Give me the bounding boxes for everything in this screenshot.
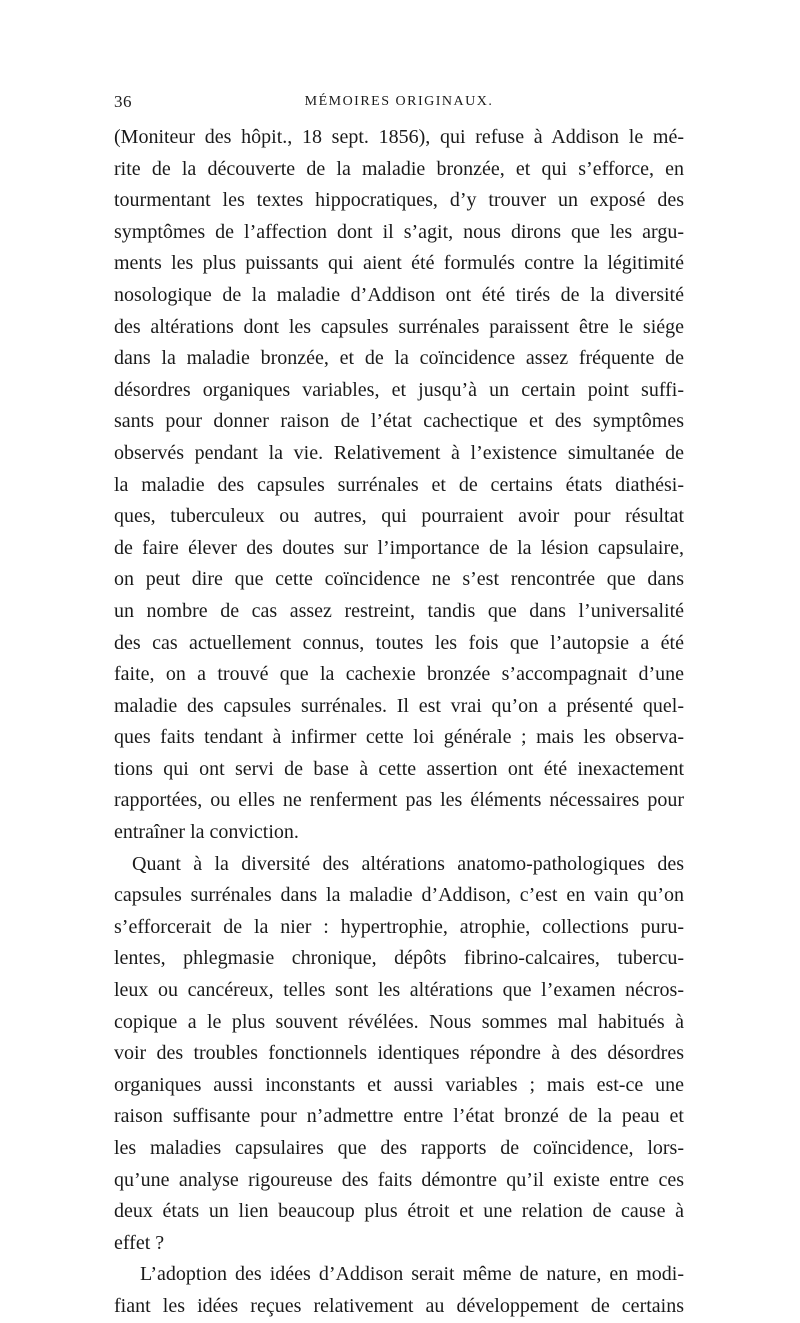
text-line: lentes, phlegmasie chronique, dépôts fibrino-calcaires, tubercu- <box>114 947 684 970</box>
text-line: tions qui ont servi de base à cette assertion ont été inexactement <box>114 757 684 780</box>
text-line: entraîner la conviction. <box>114 821 299 844</box>
text-line: sants pour donner raison de l’état cachectique et des symptômes <box>114 410 684 433</box>
text-line: des altérations dont les capsules surrénales paraissent être le siége <box>114 315 684 338</box>
text-line: ques faits tendant à infirmer cette loi générale ; mais les observa- <box>114 726 684 749</box>
text-line: Quant à la diversité des altérations anatomo-pathologiques des <box>132 852 684 875</box>
text-line: un nombre de cas assez restreint, tandis que dans l’universalité <box>114 599 684 622</box>
text-line: maladie des capsules surrénales. Il est vrai qu’on a présenté quel- <box>114 694 684 717</box>
text-line: copique a le plus souvent révélées. Nous sommes mal habitués à <box>114 1010 684 1033</box>
text-line: fiant les idées reçues relativement au développement de certains <box>114 1294 684 1317</box>
text-line: faite, on a trouvé que la cachexie bronzée s’accompagnait d’une <box>114 663 684 686</box>
paragraph <box>114 849 684 1260</box>
text-line: nosologique de la maladie d’Addison ont été tirés de la diversité <box>114 283 684 306</box>
text-line: désordres organiques variables, et jusqu’à un certain point suffi- <box>114 378 684 401</box>
text-line: tourmentant les textes hippocratiques, d’y trouver un exposé des <box>114 189 684 212</box>
text-line: leux ou cancéreux, telles sont les altérations que l’examen nécros- <box>114 979 684 1002</box>
page-number: 36 <box>114 92 132 111</box>
text-line: observés pendant la vie. Relativement à l’existence simultanée de <box>114 441 684 464</box>
text-line: de faire élever des doutes sur l’importance de la lésion capsulaire, <box>114 536 684 559</box>
text-line: deux états un lien beaucoup plus étroit et une relation de cause à <box>114 1200 684 1223</box>
running-title: MÉMOIRES ORIGINAUX. <box>304 94 494 109</box>
text-line: rapportées, ou elles ne renferment pas les éléments nécessaires pour <box>114 789 684 812</box>
text-line: rite de la découverte de la maladie bronzée, et qui s’efforce, en <box>114 157 684 180</box>
text-line: les maladies capsulaires que des rapports de coïncidence, lors- <box>114 1137 684 1159</box>
text-line: ments les plus puissants qui aient été formulés contre la légitimité <box>114 252 684 275</box>
text-line: organiques aussi inconstants et aussi variables ; mais est-ce une <box>114 1073 684 1096</box>
running-head <box>114 92 684 116</box>
text-line: dans la maladie bronzée, et de la coïncidence assez fréquente de <box>114 347 684 370</box>
text-line: s’efforcerait de la nier : hypertrophie, atrophie, collections puru- <box>114 915 684 938</box>
body-text <box>114 122 684 1323</box>
text-line: voir des troubles fonctionnels identiques répondre à des désordres <box>114 1042 684 1065</box>
text-line: effet ? <box>114 1231 165 1254</box>
text-line: (Moniteur des hôpit., 18 sept. 1856), qui refuse à Addison le mé- <box>114 126 684 148</box>
text-line: symptômes de l’affection dont il s’agit, nous dirons que les argu- <box>114 220 684 243</box>
text-line: des cas actuellement connus, toutes les fois que l’autopsie a été <box>114 631 684 654</box>
text-line: L’adoption des idées d’Addison serait même de nature, en modi- <box>140 1263 684 1286</box>
text-line: on peut dire que cette coïncidence ne s’est rencontrée que dans <box>114 568 684 591</box>
text-line: ques, tuberculeux ou autres, qui pourraient avoir pour résultat <box>114 505 684 528</box>
text-line: raison suffisante pour n’admettre entre l’état bronzé de la peau et <box>114 1105 684 1128</box>
text-line: qu’une analyse rigoureuse des faits démontre qu’il existe entre ces <box>114 1168 684 1191</box>
paragraph <box>114 122 684 849</box>
text-line: la maladie des capsules surrénales et de certains états diathési- <box>114 473 684 496</box>
paragraph <box>114 1259 684 1322</box>
text-line: capsules surrénales dans la maladie d’Addison, c’est en vain qu’on <box>114 884 684 907</box>
